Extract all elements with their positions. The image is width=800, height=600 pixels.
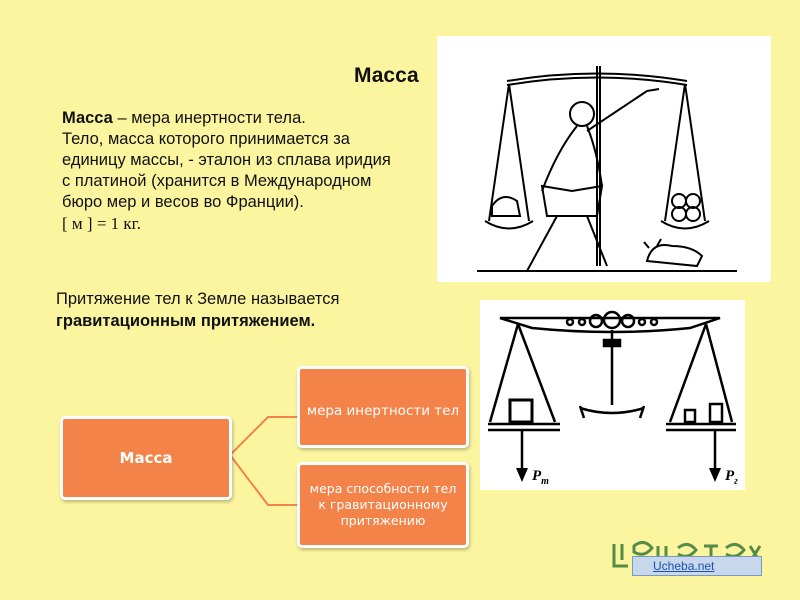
definition-line-4: с платиной (хранится в Международном [62,172,372,190]
diagram-connector [230,405,300,515]
definition-line-5: бюро мер и весов во Франции). [62,193,304,211]
gravity-line-2: гравитационным притяжением. [56,312,316,330]
slide-title: Масса [354,64,419,87]
diagram-root-box: Масса [60,416,232,500]
footer-link[interactable]: Ucheba.net [632,556,762,576]
gravity-text [56,288,436,332]
gravity-line-1: Притяжение тел к Земле называется [56,290,340,308]
left-force-arrowhead [516,468,528,482]
definition-line-1 [62,108,462,129]
right-force-arrowhead [709,468,721,482]
balance-scale-illustration [480,300,745,490]
definition-line-2: Тело, масса которого принимается за [62,130,350,148]
diagram-branch-gravity: мера способности тел к гравитационному притяжению [297,462,469,548]
definition-term: Масса [62,109,113,127]
definition-block [62,108,462,234]
left-force-label: $P_т$ [532,468,549,487]
unit-formula: [ м ] = 1 кг. [62,214,141,233]
definition-rest: – мера инертности тела. [112,109,306,127]
definition-line-3: единицу массы, - эталон из сплава иридия [62,151,391,169]
diagram-branch-inertia: мера инертности тел [297,366,469,448]
right-force-label: $P_г$ [725,468,738,487]
ancient-weighing-illustration [437,36,771,282]
